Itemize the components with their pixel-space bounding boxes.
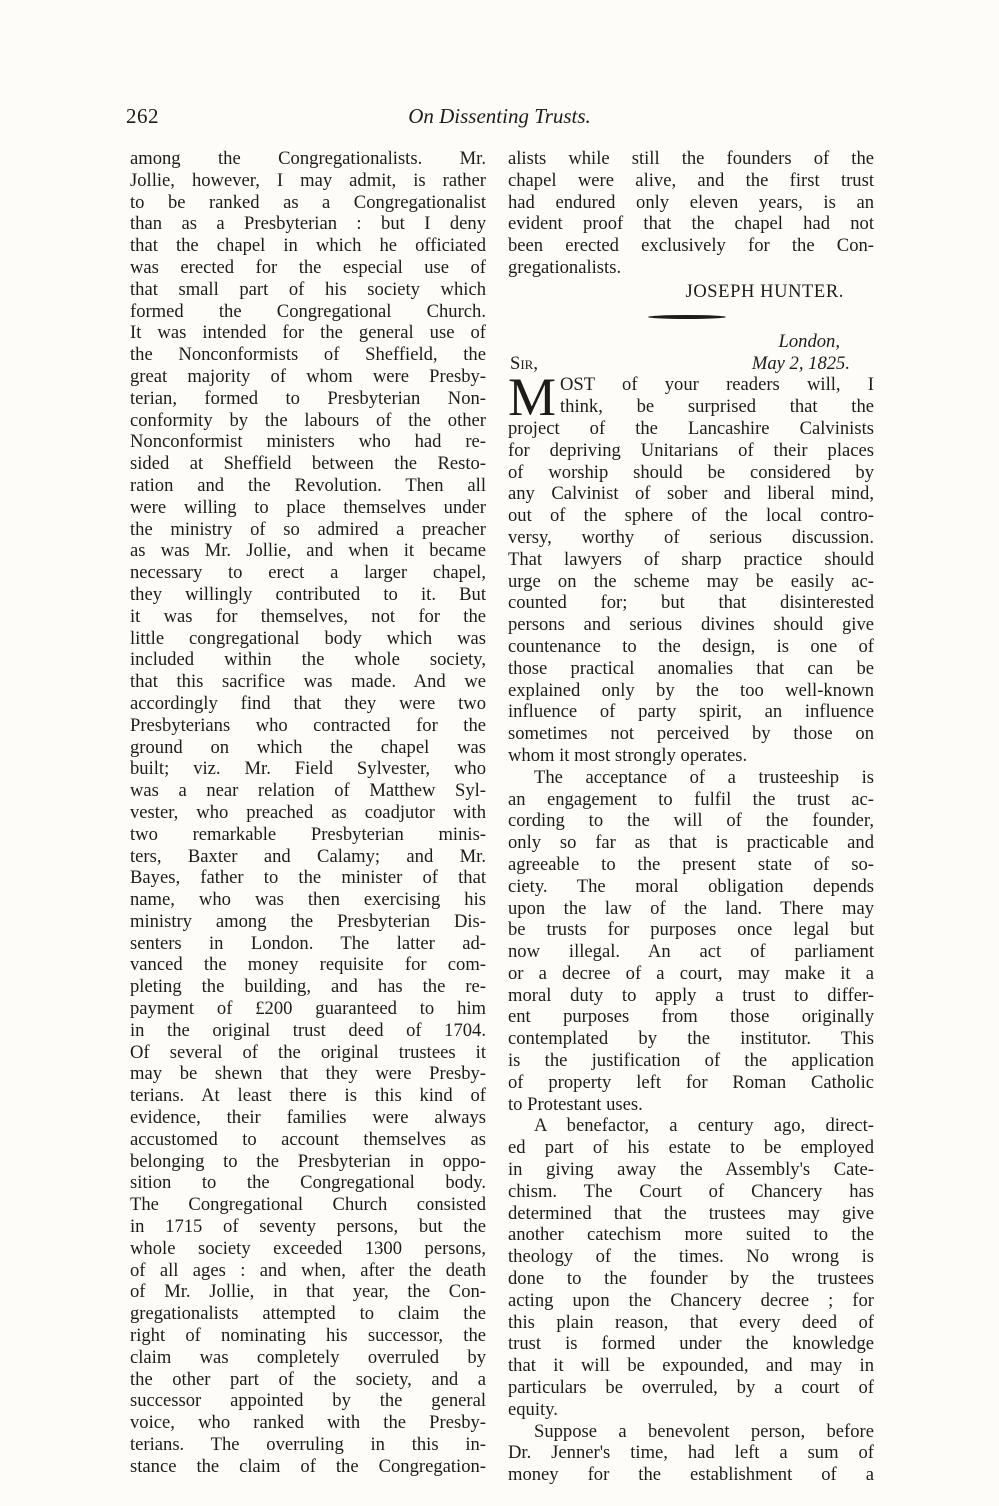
text-line: than as a Presbyterian : but I deny [130, 213, 486, 235]
text-line: now illegal. An act of parliament [508, 941, 874, 963]
text-line: theology of the times. No wrong is [508, 1246, 874, 1268]
text-line: that this sacrifice was made. And we [130, 671, 486, 693]
paragraph-4 [508, 1421, 874, 1486]
text-line: ministry among the Presbyterian Dis- [130, 910, 486, 932]
text-line: ters, Baxter and Calamy; and Mr. [130, 845, 486, 867]
text-line: successor appointed by the general [130, 1390, 486, 1412]
text-line: counted for; but that disinterested [508, 592, 874, 614]
text-line: Bayes, father to the minister of that [130, 867, 486, 889]
text-line: necessary to erect a larger chapel, [130, 562, 486, 584]
text-line: versy, worthy of serious discussion. [508, 526, 874, 548]
text-line: may be shewn that they were Presby- [130, 1063, 486, 1085]
salutation: Sir, [510, 352, 538, 374]
running-title: On Dissenting Trusts. [408, 104, 591, 128]
text-line: to be ranked as a Congregationalist [130, 191, 486, 213]
text-line: OST of your readers will, I [560, 374, 874, 396]
section-rule [508, 305, 874, 331]
letter-date: May 2, 1825. [751, 352, 850, 374]
text-line: vester, who preached as coadjutor with [130, 801, 486, 823]
text-line: The Congregational Church consisted [130, 1194, 486, 1216]
text-line: be trusts for purposes once legal but [508, 919, 874, 941]
text-line: was a near relation of Matthew Syl- [130, 780, 486, 802]
text-line: included within the whole society, [130, 649, 486, 671]
text-line: determined that the trustees may give [508, 1202, 874, 1224]
text-line: to Protestant uses. [508, 1093, 643, 1115]
text-line: that it will be expounded, and may in [508, 1355, 874, 1377]
text-line: in the original trust deed of 1704. [130, 1019, 486, 1041]
text-line: evidence, their families were always [130, 1107, 486, 1129]
text-line: had endured only eleven years, is an [508, 191, 874, 213]
text-line: the ministry of so admired a preacher [130, 518, 486, 540]
text-line: ed part of his estate to be employed [508, 1137, 874, 1159]
text-line: particulars be overruled, by a court of [508, 1377, 874, 1399]
text-line: stance the claim of the Congregation- [130, 1455, 486, 1477]
text-line: alists while still the founders of the [508, 148, 874, 169]
text-line: this plain reason, that every deed of [508, 1311, 874, 1333]
text-line: ent purposes from those originally [508, 1006, 874, 1028]
signature: JOSEPH HUNTER. [685, 281, 844, 302]
text-line: upon the law of the land. There may [508, 897, 874, 919]
text-line: terians. At least there is this kind of [130, 1085, 486, 1107]
text-line: great majority of whom were Presby- [130, 365, 486, 387]
text-line: Jollie, however, I may admit, is rather [130, 169, 486, 191]
text-line: Nonconformist ministers who had re- [130, 431, 486, 453]
text-line: formed the Congregational Church. [130, 300, 486, 322]
text-line: of Mr. Jollie, in that year, the Con- [130, 1281, 486, 1303]
text-line: among the Congregationalists. Mr. [130, 148, 486, 169]
text-line: project of the Lancashire Calvinists [508, 417, 874, 439]
text-line: gregationalists. [508, 256, 622, 278]
text-line: money for the establishment of a [508, 1464, 874, 1486]
text-line: an engagement to fulfil the trust ac- [508, 788, 874, 810]
text-line: conformity by the labours of the other [130, 409, 486, 431]
text-line: out of the sphere of the local contro- [508, 505, 874, 527]
text-line: Of several of the original trustees it [130, 1041, 486, 1063]
text-line: pleting the building, and has the re- [130, 976, 486, 998]
text-line: moral duty to apply a trust to differ- [508, 984, 874, 1006]
text-line: been erected exclusively for the Con- [508, 235, 874, 257]
text-line: equity. [508, 1398, 558, 1420]
text-line: in 1715 of seventy persons, but the [130, 1216, 486, 1238]
text-line: that small part of his society which [130, 278, 486, 300]
text-line: trust is formed under the knowledge [508, 1333, 874, 1355]
text-line: The acceptance of a trusteeship is [534, 766, 874, 788]
text-line: vanced the money requisite for com- [130, 954, 486, 976]
text-line: influence of party spirit, an influence [508, 701, 874, 723]
paragraph-3 [508, 1115, 874, 1420]
text-line: the Nonconformists of Sheffield, the [130, 344, 486, 366]
right-column [508, 148, 874, 1486]
text-line: of all ages : and when, after the death [130, 1259, 486, 1281]
text-line: persons and serious divines should give [508, 614, 874, 636]
text-line: whom it most strongly operates. [508, 744, 748, 766]
text-line: ration and the Revolution. Then all [130, 474, 486, 496]
text-line: it was for themselves, not for the [130, 605, 486, 627]
text-line: chism. The Court of Chancery has [508, 1180, 874, 1202]
text-line: terian, formed to Presbyterian Non- [130, 387, 486, 409]
text-line: senters in London. The latter ad- [130, 932, 486, 954]
text-line: or a decree of a court, may make it a [508, 962, 874, 984]
text-line: explained only by the too well-known [508, 679, 874, 701]
text-line: sometimes not perceived by those on [508, 723, 874, 745]
paragraph-2 [508, 767, 874, 1116]
text-line: voice, who ranked with the Presby- [130, 1412, 486, 1434]
text-line: It was intended for the general use of [130, 322, 486, 344]
text-line: That lawyers of sharp practice should [508, 548, 874, 570]
page-number: 262 [126, 104, 159, 128]
text-line: acting upon the Chancery decree ; for [508, 1289, 874, 1311]
text-line: A benefactor, a century ago, direct- [534, 1115, 874, 1137]
text-line: for depriving Unitarians of their places [508, 439, 874, 461]
text-line: accordingly find that they were two [130, 692, 486, 714]
text-line: countenance to the design, is one of [508, 635, 874, 657]
text-line: claim was completely overruled by [130, 1346, 486, 1368]
text-line: Presbyterians who contracted for the [130, 714, 486, 736]
text-line: terians. The overruling in this in- [130, 1434, 486, 1456]
text-line: was erected for the especial use of [130, 256, 486, 278]
text-line: sided at Sheffield between the Resto- [130, 453, 486, 475]
text-line: that the chapel in which he officiated [130, 235, 486, 257]
text-line: ground on which the chapel was [130, 736, 486, 758]
text-line: gregationalists attempted to claim the [130, 1303, 486, 1325]
letter-dateline [508, 353, 874, 375]
paragraph-1 [508, 418, 874, 767]
text-line: in giving away the Assembly's Cate- [508, 1159, 874, 1181]
text-line: chapel were alive, and the first trust [508, 169, 874, 191]
rule-ornament [648, 315, 726, 319]
text-line: of property left for Roman Catholic [508, 1071, 874, 1093]
text-line: urge on the scheme may be easily ac- [508, 570, 874, 592]
text-line: Suppose a benevolent person, before [534, 1420, 874, 1442]
text-line: name, who was then exercising his [130, 889, 486, 911]
left-column [130, 148, 486, 1478]
text-line: they willingly contributed to it. But [130, 583, 486, 605]
text-line: is the justification of the application [508, 1050, 874, 1072]
text-line: built; viz. Mr. Field Sylvester, who [130, 758, 486, 780]
text-line: were willing to place themselves under [130, 496, 486, 518]
text-line: payment of £200 guaranteed to him [130, 998, 486, 1020]
text-line: the other part of the society, and a [130, 1368, 486, 1390]
text-line: sition to the Congregational body. [130, 1172, 486, 1194]
text-line: contemplated by the institutor. This [508, 1028, 874, 1050]
letter-place: London, [778, 330, 840, 352]
text-line: accustomed to account themselves as [130, 1128, 486, 1150]
text-line: those practical anomalies that can be [508, 657, 874, 679]
text-line: belonging to the Presbyterian in oppo- [130, 1150, 486, 1172]
text-line: right of nominating his successor, the [130, 1325, 486, 1347]
drop-cap: M [508, 367, 557, 428]
text-line: ciety. The moral obligation depends [508, 875, 874, 897]
text-line: two remarkable Presbyterian minis- [130, 823, 486, 845]
continuation-paragraph [508, 148, 874, 279]
text-line: think, be surprised that the [560, 396, 874, 418]
text-line: little congregational body which was [130, 627, 486, 649]
text-line: cording to the will of the founder, [508, 810, 874, 832]
text-line: of worship should be considered by [508, 461, 874, 483]
text-line: agreeable to the present state of so- [508, 853, 874, 875]
text-line: only so far as that is practicable and [508, 832, 874, 854]
text-line: evident proof that the chapel had not [508, 213, 874, 235]
text-line: whole society exceeded 1300 persons, [130, 1237, 486, 1259]
text-line: done to the founder by the trustees [508, 1268, 874, 1290]
text-line: any Calvinist of sober and liberal mind, [508, 483, 874, 505]
text-line: Dr. Jenner's time, had left a sum of [508, 1442, 874, 1464]
text-line: another catechism more suited to the [508, 1224, 874, 1246]
text-line: as was Mr. Jollie, and when it became [130, 540, 486, 562]
